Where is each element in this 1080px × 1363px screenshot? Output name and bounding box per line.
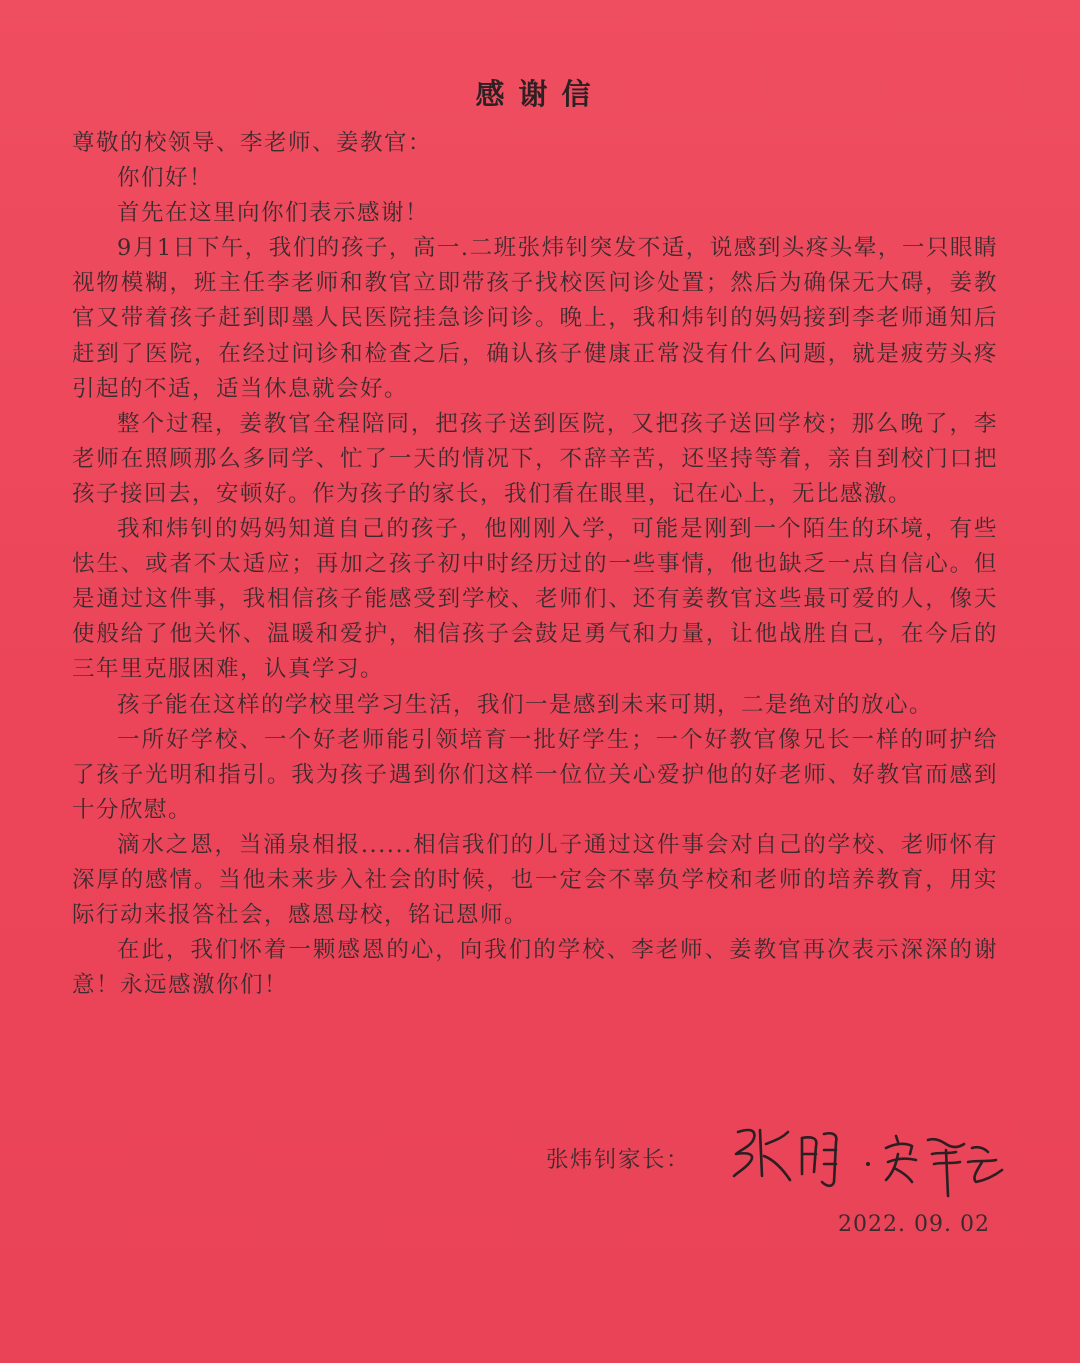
paragraph-child: 我和炜钊的妈妈知道自己的孩子，他刚刚入学，可能是刚到一个陌生的环境，有些怯生、或者不太适应；再加之孩子初中时经历过的一些事情，他也缺乏一点自信心。但是通过这件事，我相信孩子能感受到学校、老师们、还有姜教官这些最可爱的人，像天使般给了他关怀、温暖和爱护，相信孩子会鼓足勇气和力量，让他战胜自己，在今后的三年里克服困难，认真学习。: [72, 516, 998, 683]
letter-body: [72, 126, 998, 1003]
paragraph-gratitude: 滴水之恩，当涌泉相报......相信我们的儿子通过这件事会对自己的学校、老师怀有深厚的感情。当他未来步入社会的时候，也一定会不辜负学校和老师的培养教育，用实际行动来报答社会，感恩母校，铭记恩师。: [72, 831, 998, 929]
paragraph-thanks: 首先在这里向你们表示感谢！: [117, 200, 430, 227]
paragraph-teachers: 一所好学校、一个好老师能引领培育一批好学生；一个好教官像兄长一样的呵护给了孩子光明和指引。我为孩子遇到你们这样一位位关心爱护他的好老师、好教官而感到十分欣慰。: [72, 726, 998, 823]
paragraph-process: 整个过程，姜教官全程陪同，把孩子送到医院，又把孩子送回学校；那么晚了，李老师在照顾那么多同学、忙了一天的情况下，不辞辛苦，还坚持等着，亲自到校门口把孩子接回去，安顿好。作为孩子的家长，我们看在眼里，记在心上，无比感激。: [72, 410, 998, 507]
signature-block: [540, 1110, 1040, 1210]
paragraph-greeting: 你们好！: [117, 165, 214, 192]
paragraph-school: 孩子能在这样的学校里学习生活，我们一是感到未来可期，二是绝对的放心。: [117, 691, 934, 718]
paragraph-closing: 在此，我们怀着一颗感恩的心，向我们的学校、李老师、姜教官再次表示深深的谢意！永远感激你们！: [72, 937, 998, 999]
paragraph-incident: 9月1日下午，我们的孩子，高一.二班张炜钊突发不适，说感到头疼头晕，一只眼睛视物模糊，班主任李老师和教官立即带孩子找校医问诊处置；然后为确保无大碍，姜教官又带着孩子赶到即墨人民医院挂急诊问诊。晚上，我和炜钊的妈妈接到李老师通知后赶到了医院，在经过问诊和检查之后，确认孩子健康正常没有什么问题，就是疲劳头疼引起的不适，适当休息就会好。: [72, 235, 998, 402]
handwritten-signature: [720, 1110, 1020, 1210]
salutation: 尊敬的校领导、李老师、姜教官：: [72, 130, 433, 156]
letter-title: 感谢信: [475, 77, 605, 111]
signature-label: 张炜钊家长：: [546, 1147, 691, 1173]
letter-date: 2022. 09. 02: [838, 1212, 990, 1237]
